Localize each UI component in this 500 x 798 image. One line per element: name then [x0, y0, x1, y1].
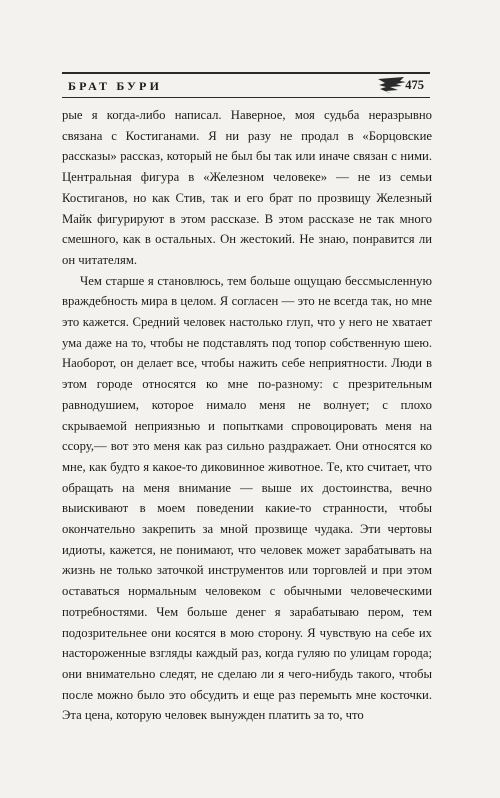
header-rule-bottom — [62, 97, 430, 98]
page-number: 475 — [405, 78, 424, 92]
body-text — [62, 105, 432, 726]
page-header — [62, 66, 430, 104]
paragraph: Чем старше я становлюсь, тем больше ощущаю бессмысленную враждебность мира в целом. Я согласен — это не всегда так, но мне это кажется. Средний человек настолько глуп, что у него не хватает ума даже на то, чтобы не подставлять под топор собственную шею. Наоборот, он делает все, чтобы нажить себе неприятности. Люди в этом городе относятся ко мне по-разному: с презрительным равнодушием, которое нимало меня не волнует; с плохо скрываемой неприязнью и попытками спровоцировать меня на ссору,— вот это меня как раз сильно раздражает. Они относятся ко мне, как будто я какое-то диковинное животное. Те, кто считает, что обращать на меня внимание — выше их достоинства, вечно выискивают в моем поведении какие-то странности, чтобы окончательно закрепить за мной прозвище чудака. Эти чертовы идиоты, кажется, не понимают, что человек может зарабатывать на жизнь не только заточкой инструментов или торговлей и при этом оставаться нормальным человеком с обычными человеческими потребностями. Чем больше денег я зарабатываю пером, тем подозрительнее они косятся в мою сторону. Я чувствую на себе их настороженные взгляды каждый раз, когда гуляю по улицам города; они внимательно следят, не сделаю ли я чего-нибудь такого, чтобы после можно было это обсудить и еще раз перемыть мне косточки. Эта цена, которую человек вынужден платить за то, что — [62, 273, 432, 723]
paragraph: рые я когда-либо написал. Наверное, моя судьба неразрывно связана с Костиганами. Я ни разу не продал в «Борцовские рассказы» рассказ, который не был бы так или иначе связан с ними. Центральная фигура в «Железном человеке» — не из семьи Костиганов, но как Стив, так и его брат по прозвищу Железный Майк фигурируют в этом рассказе. В этом рассказе не так много смешного, как в остальных. Он жестокий. Не знаю, понравится ли он читателям. — [62, 108, 432, 267]
ornament-icon — [376, 75, 406, 95]
running-head: БРАТ БУРИ — [68, 79, 163, 93]
header-rule-top — [62, 72, 430, 74]
